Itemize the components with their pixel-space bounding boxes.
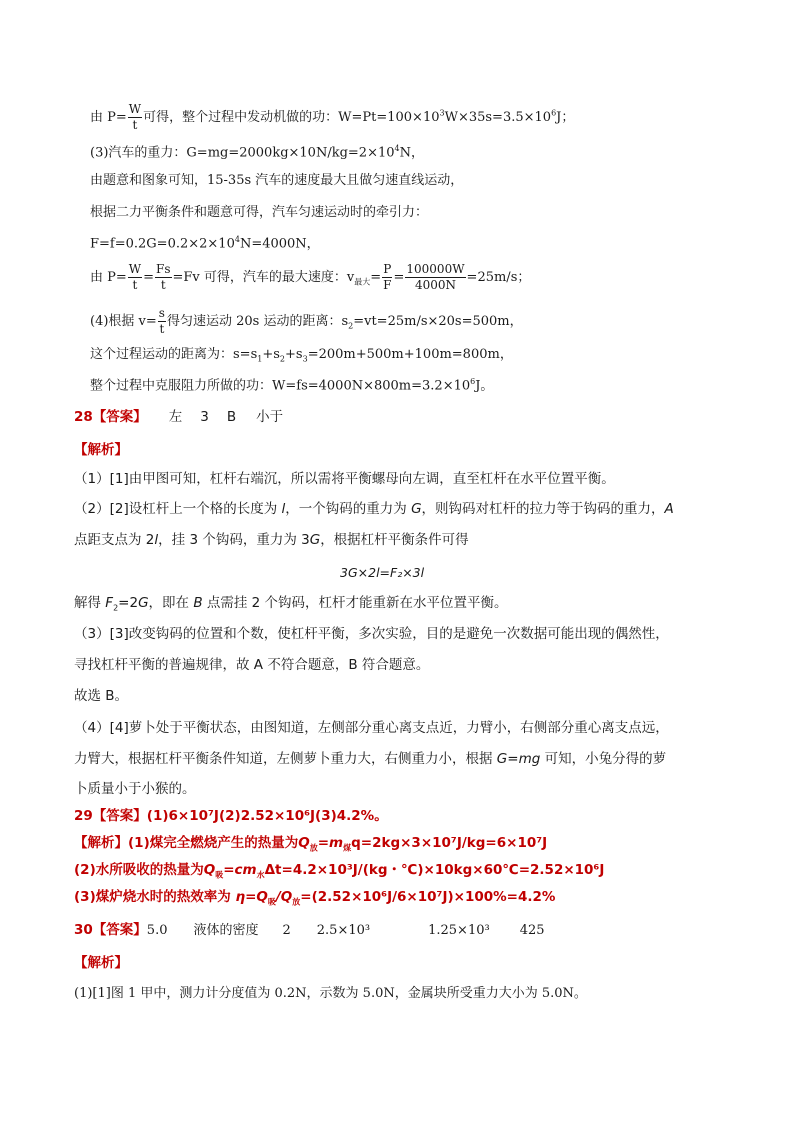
answer-label: 28【答案】 [74,409,147,425]
fraction: $\frac{P}{F}$ [383,262,392,292]
fraction: $\frac{W}{t}$ [128,262,142,292]
q30-answer-line: 30【答案】5.0 液体的密度 2 2.5×10³ 1.25×10³ 425 [74,922,545,938]
q28-analysis-label: 【解析】 [74,442,128,458]
q29-l1: 【解析】(1)煤完全燃烧产生的热量为$Q_放=m_煤q=2kg\times 3\times 10^7J/kg=6\times 10^7J$ [74,835,548,853]
force-line: $F=f=0.2G=0.2\times 2\times 10^4N=4000N$， [90,235,320,252]
q28-p8: 力臂大，根据杠杆平衡条件知道，左侧萝卜重力大，右侧重力小，根据 G=mg 可知，小兔分得的萝 [74,751,667,767]
fraction: $\frac{s}{t}$ [158,306,165,336]
q28-answer-line: 28【答案】 左 3 B 小于 [74,409,284,425]
q29-l2: (2)水所吸收的热量为$Q_吸=cm_水\Delta t=4.2\times 10^3J/(kg$・℃)×10kg×60℃=2.52×10⁶J [74,862,605,880]
answer-label: 30【答案】 [74,922,147,938]
lever-equation: 3G×2l=F₂×3l [340,565,425,580]
q28-p5: 寻找杠杆平衡的普遍规律，故 A 不符合题意，B 符合题意。 [74,657,430,673]
q28-p2: （2）[2]设杠杆上一个格的长度为 l，一个钩码的重力为 G，则钩码对杠杆的拉力等于钩码的重力，A [74,501,674,517]
vmax-line: 由 P= $\frac{W}{t}$ = $\frac{Fs}{t}$ =Fv 可得，汽车的最大速度：$v_{最大}=$ $\frac{P}{F}$ = $\frac{100000W}{4000N}$ =25m/s； [90,262,531,292]
q30-p1: (1)[1]图 1 甲中，测力计分度值为 0.2N，示数为 5.0N，金属块所受重力大小为 5.0N。 [74,986,587,1001]
q28-p9: 卜质量小于小猴的。 [74,781,196,797]
q28-solve: 解得 $F_2=2G$，即在 B 点需挂 2 个钩码，杠杆才能重新在水平位置平衡。 [74,595,508,613]
text: 由 P= [90,110,127,125]
fraction-w-over-t: $\frac{W}{t}$ [128,102,142,132]
q29-answer-line: 29【答案】(1)6×10⁷J(2)2.52×10⁶J(3)4.2%。 [74,808,388,824]
q30-analysis-label: 【解析】 [74,955,128,971]
resistance-work-line: 整个过程中克服阻力所做的功：$W=fs=4000N\times 800m=3.2\times 10^6J$。 [90,377,494,394]
fraction: $\frac{100000W}{4000N}$ [406,262,465,292]
q28-p3: 点距支点为 2l，挂 3 个钩码，重力为 3G，根据杠杆平衡条件可得 [74,532,469,548]
q28-p6: 故选 B。 [74,688,129,704]
fraction: $\frac{Fs}{t}$ [156,262,171,292]
graph-line: 由题意和图象可知，15-35s 汽车的速度最大且做匀速直线运动， [90,173,464,188]
balance-line: 根据二力平衡条件和题意可得，汽车匀速运动时的牵引力： [90,205,429,220]
distance-line: (4)根据 v= $\frac{s}{t}$ 得匀速运动 20s 运动的距离：$s_2=vt=25m/s\times 20s=500m$， [90,306,523,336]
work-line: 由 P= $\frac{W}{t}$ 可得，整个过程中发动机做的功：$W=Pt=100\times 10^3W\times 35s=3.5\times 10^6J$； [90,102,575,132]
q29-l3: (3)煤炉烧水时的热效率为 $\eta=Q_吸/Q_放=(2.52\times 10^6J/6\times 10^7J)\times 100\%=4.2\%$ [74,889,556,907]
answer-label: 29【答案】 [74,808,147,824]
q28-p4: （3）[3]改变钩码的位置和个数，使杠杆平衡，多次实验，目的是避免一次数据可能出现的偶然性， [74,626,669,642]
gravity-line: (3)汽车的重力：$G=mg=2000kg\times 10N/kg=2\times 10^4N$， [90,144,424,161]
q28-p1: （1）[1]由甲图可知，杠杆右端沉，所以需将平衡螺母向左调，直至杠杆在水平位置平衡。 [74,471,615,487]
total-distance-line: 这个过程运动的距离为：$s=s_1+s_2+s_3=200m+500m+100m=800m$， [90,347,513,364]
q28-p7: （4）[4]萝卜处于平衡状态，由图知道，左侧部分重心离支点近，力臂小，右侧部分重心离支点远， [74,720,669,736]
